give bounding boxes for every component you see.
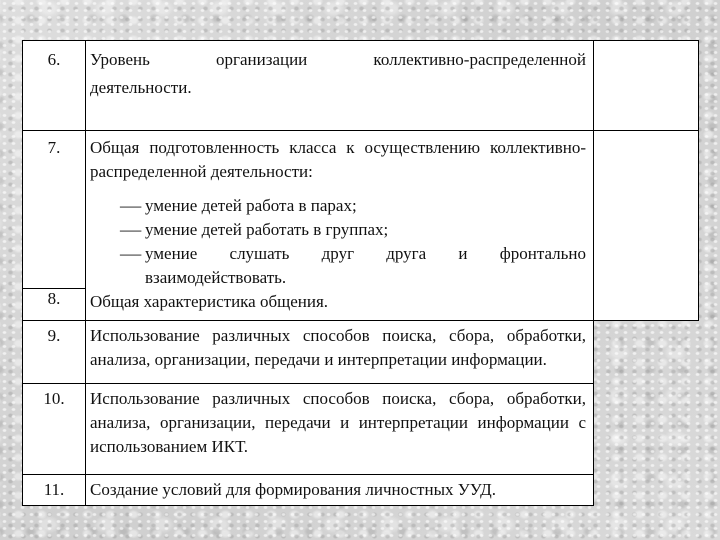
dash-marker: — [120,220,142,239]
row-number: 10. [43,389,65,408]
row-number-cell [22,288,86,321]
row-text-line: Использование различных способов поиска, сбора, обработки, [90,326,586,345]
row-text-cell [85,383,594,475]
row-number: 6. [47,50,61,69]
list-item-text: взаимодействовать. [145,268,287,287]
empty-cell [593,130,699,321]
list-item [90,194,586,218]
row-number-cell [22,474,86,506]
row-number: 7. [47,138,61,157]
list-item [90,242,586,290]
row-number-cell [22,130,86,289]
row-text-cell [85,474,594,506]
list-item [90,218,586,242]
row-text-line: распределенной деятельности: [90,162,313,181]
row-text-line: использованием ИКТ. [90,437,249,456]
row-number: 11. [43,480,65,499]
row-number: 9. [47,326,61,345]
row-text-line: Общая подготовленность класса к осуществлению коллективно- [90,138,586,157]
list-item-text: умение детей работать в группах; [145,220,389,239]
row-text-line: анализа, организации, передачи и интерпретации информации. [90,350,547,369]
row-text-line: Общая характеристика общения. [90,292,329,311]
list-item-text: умение детей работа в парах; [145,196,357,215]
row-text-line: деятельности. [90,78,192,97]
row-text-line: Создание условий для формирования личностных УУД. [90,480,496,499]
row-number-cell [22,40,86,131]
row-number: 8. [47,289,61,308]
row-text-line: Уровень организации коллективно-распределенной [90,50,586,69]
empty-cell [593,40,699,131]
row-text-line: анализа, организации, передачи и интерпретации информации с [90,413,586,432]
list-item-text: умение слушать друг друга и фронтально [145,244,586,263]
row-text-cell [85,130,594,321]
row-number-cell [22,383,86,475]
row-text-cell [85,320,594,384]
dash-marker: — [120,244,142,263]
skills-list [90,194,586,290]
row-number-cell [22,320,86,384]
dash-marker: — [120,196,142,215]
row-text-cell [85,40,594,131]
row-text-line: Использование различных способов поиска, сбора, обработки, [90,389,586,408]
